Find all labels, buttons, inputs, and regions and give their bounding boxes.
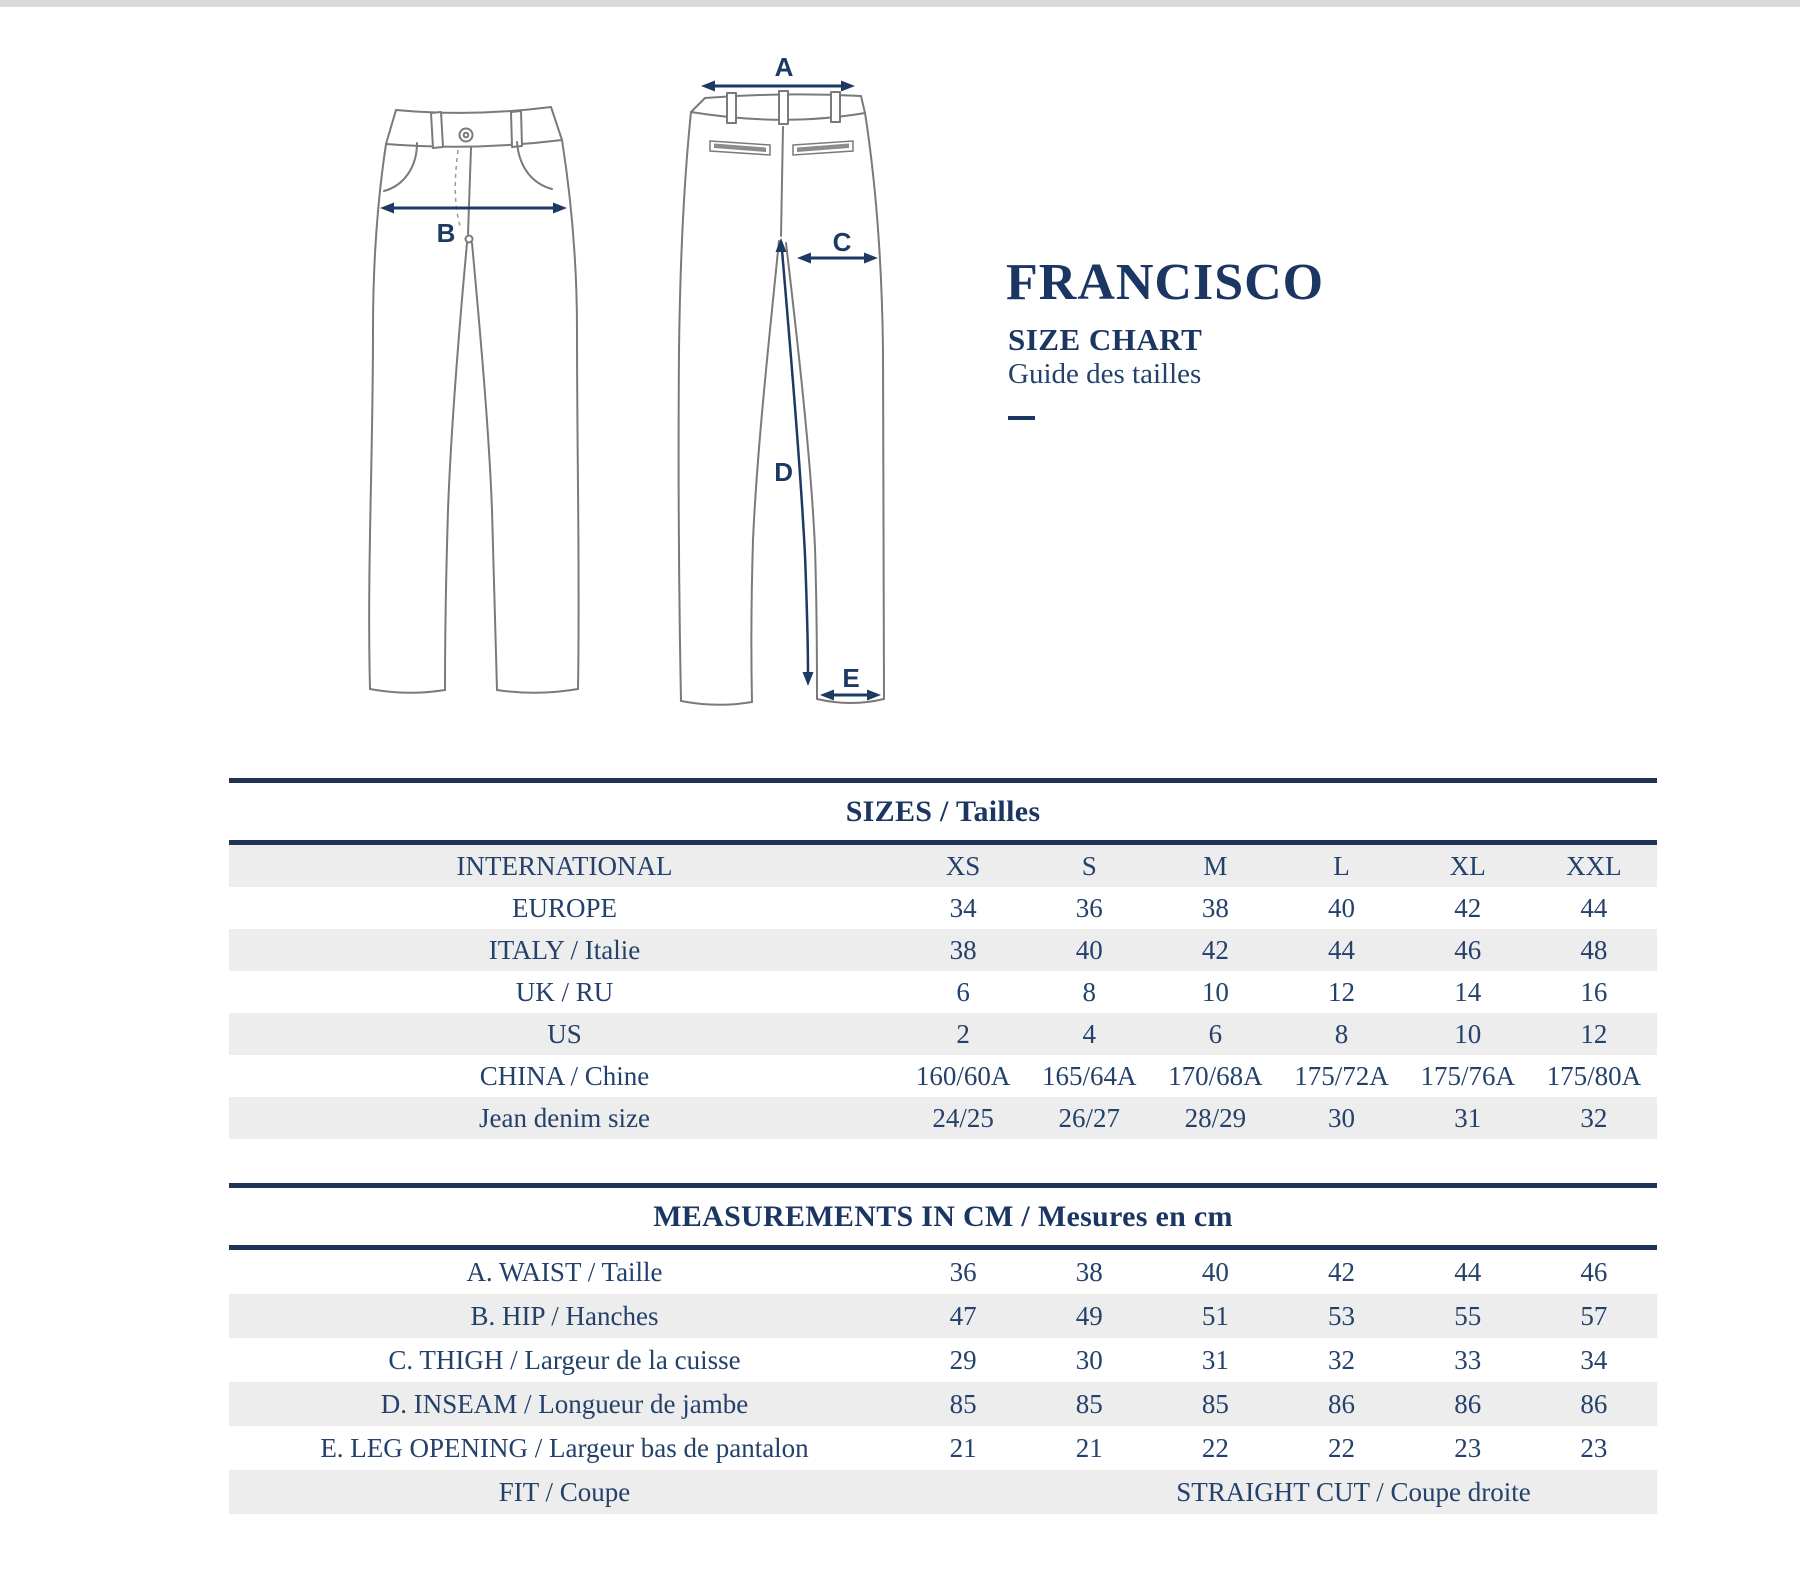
table-cell: 29 (949, 1344, 977, 1375)
table-row (229, 1055, 1657, 1097)
table-cell: 16 (1580, 976, 1608, 1007)
table-cell: 170/68A (1168, 1060, 1263, 1091)
table-cell: 23 (1454, 1432, 1482, 1463)
leg-opening-letter: E (842, 663, 860, 693)
table-cell: 49 (1075, 1300, 1103, 1331)
table-cell: 31 (1454, 1102, 1482, 1133)
back-right-hem (817, 699, 884, 703)
table-row (229, 887, 1657, 929)
front-left-inseam (445, 243, 467, 690)
sizes-table (229, 845, 1657, 1139)
table-cell: 30 (1328, 1102, 1356, 1133)
title-divider (1008, 416, 1035, 420)
waist-arrowhead-right (841, 81, 855, 92)
table-cell: 42 (1454, 892, 1482, 923)
back-left-outseam (679, 112, 691, 701)
table-cell: 40 (1201, 1256, 1229, 1287)
hip-arrowhead-right (553, 203, 567, 214)
table-cell: 12 (1580, 1018, 1608, 1049)
table-cell: 42 (1328, 1256, 1356, 1287)
table-cell: 86 (1580, 1388, 1608, 1419)
table-cell: 14 (1454, 976, 1482, 1007)
table-row (229, 1250, 1657, 1294)
table-cell: XL (1449, 850, 1486, 881)
table-cell: 8 (1082, 976, 1096, 1007)
table-cell: 38 (1075, 1256, 1103, 1287)
row-label: A. WAIST / Taille (466, 1256, 663, 1287)
size-chart-heading: SIZE CHART (1008, 322, 1203, 357)
table-cell: 38 (949, 934, 977, 965)
row-label: D. INSEAM / Longueur de jambe (380, 1388, 749, 1419)
back-belt-loop (727, 93, 736, 123)
front-waistband (386, 107, 562, 147)
table-cell: 57 (1580, 1300, 1608, 1331)
table-cell: 86 (1454, 1388, 1482, 1419)
row-label: EUROPE (511, 892, 617, 923)
fit-row (229, 1470, 1657, 1514)
table-cell: 26/27 (1058, 1102, 1120, 1133)
table-cell: 10 (1201, 976, 1229, 1007)
table-cell: 175/76A (1420, 1060, 1515, 1091)
fit-value: STRAIGHT CUT / Coupe droite (1176, 1476, 1531, 1507)
front-crotch-join (466, 236, 473, 243)
front-left-outseam (369, 144, 386, 689)
table-cell: 23 (1580, 1432, 1608, 1463)
front-left-pocket (384, 143, 417, 191)
row-label: CHINA / Chine (479, 1060, 650, 1091)
table-cell: 44 (1454, 1256, 1482, 1287)
size-chart-heading-fr: Guide des tailles (1008, 358, 1202, 390)
back-left-hem (681, 701, 752, 705)
table-cell: 40 (1075, 934, 1103, 965)
front-right-pocket (517, 142, 552, 189)
table-cell: 22 (1328, 1432, 1356, 1463)
table-cell: 86 (1328, 1388, 1356, 1419)
leg-opening-arrowhead-right (867, 690, 881, 701)
pants-front-diagram (350, 85, 590, 710)
waist-arrowhead-left (701, 81, 715, 92)
table-cell: 55 (1454, 1300, 1482, 1331)
table-cell: 48 (1580, 934, 1608, 965)
front-right-outseam (562, 140, 579, 689)
table-cell: M (1203, 850, 1228, 881)
front-left-hem (370, 689, 445, 693)
table-cell: 85 (949, 1388, 977, 1419)
table-cell: 6 (1208, 1018, 1223, 1049)
table-cell: 32 (1328, 1344, 1356, 1375)
row-label: E. LEG OPENING / Largeur bas de pantalon (320, 1432, 809, 1463)
table-cell: 30 (1075, 1344, 1103, 1375)
hip-letter: B (436, 218, 456, 248)
measurements-table-header: MEASUREMENTS IN CM / Mesures en cm (229, 1188, 1657, 1245)
table-cell: 40 (1328, 892, 1356, 923)
front-belt-loop (431, 112, 443, 148)
table-cell: 34 (1580, 1344, 1608, 1375)
thigh-arrowhead-left (797, 253, 811, 264)
table-cell: 44 (1580, 892, 1608, 923)
table-cell: 33 (1454, 1344, 1482, 1375)
table-cell: 22 (1201, 1432, 1229, 1463)
row-label: FIT / Coupe (498, 1476, 631, 1507)
table-cell: 175/72A (1294, 1060, 1389, 1091)
table-cell: 85 (1201, 1388, 1229, 1419)
table-cell: 12 (1328, 976, 1356, 1007)
hip-arrowhead-left (380, 203, 394, 214)
table-row (229, 1097, 1657, 1139)
table-cell: 175/80A (1546, 1060, 1642, 1091)
front-right-hem (497, 689, 578, 693)
pants-back-diagram (655, 55, 900, 720)
table-cell: 32 (1580, 1102, 1608, 1133)
leg-opening-arrowhead-left (820, 690, 834, 701)
window-edge-strip (0, 0, 1800, 7)
table-row (229, 845, 1657, 887)
table-cell: 46 (1580, 1256, 1608, 1287)
inseam-arrowhead-down (803, 672, 814, 686)
table-cell: 46 (1454, 934, 1482, 965)
row-label: B. HIP / Hanches (470, 1300, 659, 1331)
row-label: US (547, 1018, 582, 1049)
sizes-table-section (229, 778, 1657, 1139)
front-button (460, 129, 473, 142)
table-cell: 51 (1201, 1300, 1229, 1331)
table-cell: 53 (1328, 1300, 1356, 1331)
table-cell: 34 (949, 892, 977, 923)
table-cell: 10 (1454, 1018, 1482, 1049)
table-cell: 21 (1075, 1432, 1103, 1463)
row-label: INTERNATIONAL (456, 850, 673, 881)
table-cell: 47 (949, 1300, 977, 1331)
row-label: Jean denim size (479, 1102, 650, 1133)
table-cell: 2 (956, 1018, 970, 1049)
front-right-inseam (472, 243, 497, 690)
front-center-seam (468, 148, 471, 234)
table-cell: 4 (1082, 1018, 1096, 1049)
inseam-letter: D (774, 457, 793, 487)
table-cell: L (1333, 850, 1350, 881)
table-cell: 6 (956, 976, 970, 1007)
table-cell: 24/25 (932, 1102, 994, 1133)
table-cell: S (1081, 850, 1097, 881)
table-cell: XS (945, 850, 981, 881)
back-right-outseam (865, 113, 884, 699)
back-belt-loop (779, 91, 788, 124)
table-row (229, 971, 1657, 1013)
table-row (229, 1426, 1657, 1470)
measurements-table (229, 1250, 1657, 1514)
thigh-letter: C (832, 227, 852, 257)
table-cell: 165/64A (1041, 1060, 1137, 1091)
table-row (229, 929, 1657, 971)
thigh-arrowhead-right (864, 253, 878, 264)
measurements-table-section (229, 1183, 1657, 1514)
table-cell: XXL (1566, 850, 1622, 881)
product-name: FRANCISCO (1006, 254, 1325, 311)
table-cell: 21 (949, 1432, 977, 1463)
row-label: UK / RU (515, 976, 614, 1007)
table-cell: 42 (1201, 934, 1229, 965)
table-cell: 85 (1075, 1388, 1103, 1419)
table-cell: 36 (1075, 892, 1103, 923)
inseam-arrowhead-up (776, 238, 787, 252)
sizes-table-header: SIZES / Tailles (229, 783, 1657, 840)
back-belt-loop (831, 92, 840, 122)
table-cell: 160/60A (915, 1060, 1011, 1091)
row-label: C. THIGH / Largeur de la cuisse (388, 1344, 741, 1375)
front-fly-stitch (455, 150, 460, 226)
table-cell: 28/29 (1184, 1102, 1247, 1133)
table-cell: 44 (1328, 934, 1356, 965)
table-row (229, 1294, 1657, 1338)
waist-letter: A (774, 55, 794, 82)
table-row (229, 1338, 1657, 1382)
table-row (229, 1382, 1657, 1426)
table-cell: 8 (1334, 1018, 1349, 1049)
table-cell: 31 (1201, 1344, 1229, 1375)
back-center-seam (781, 127, 783, 236)
table-row (229, 1013, 1657, 1055)
table-cell: 36 (949, 1256, 977, 1287)
table-cell: 38 (1201, 892, 1229, 923)
row-label: ITALY / Italie (488, 934, 641, 965)
